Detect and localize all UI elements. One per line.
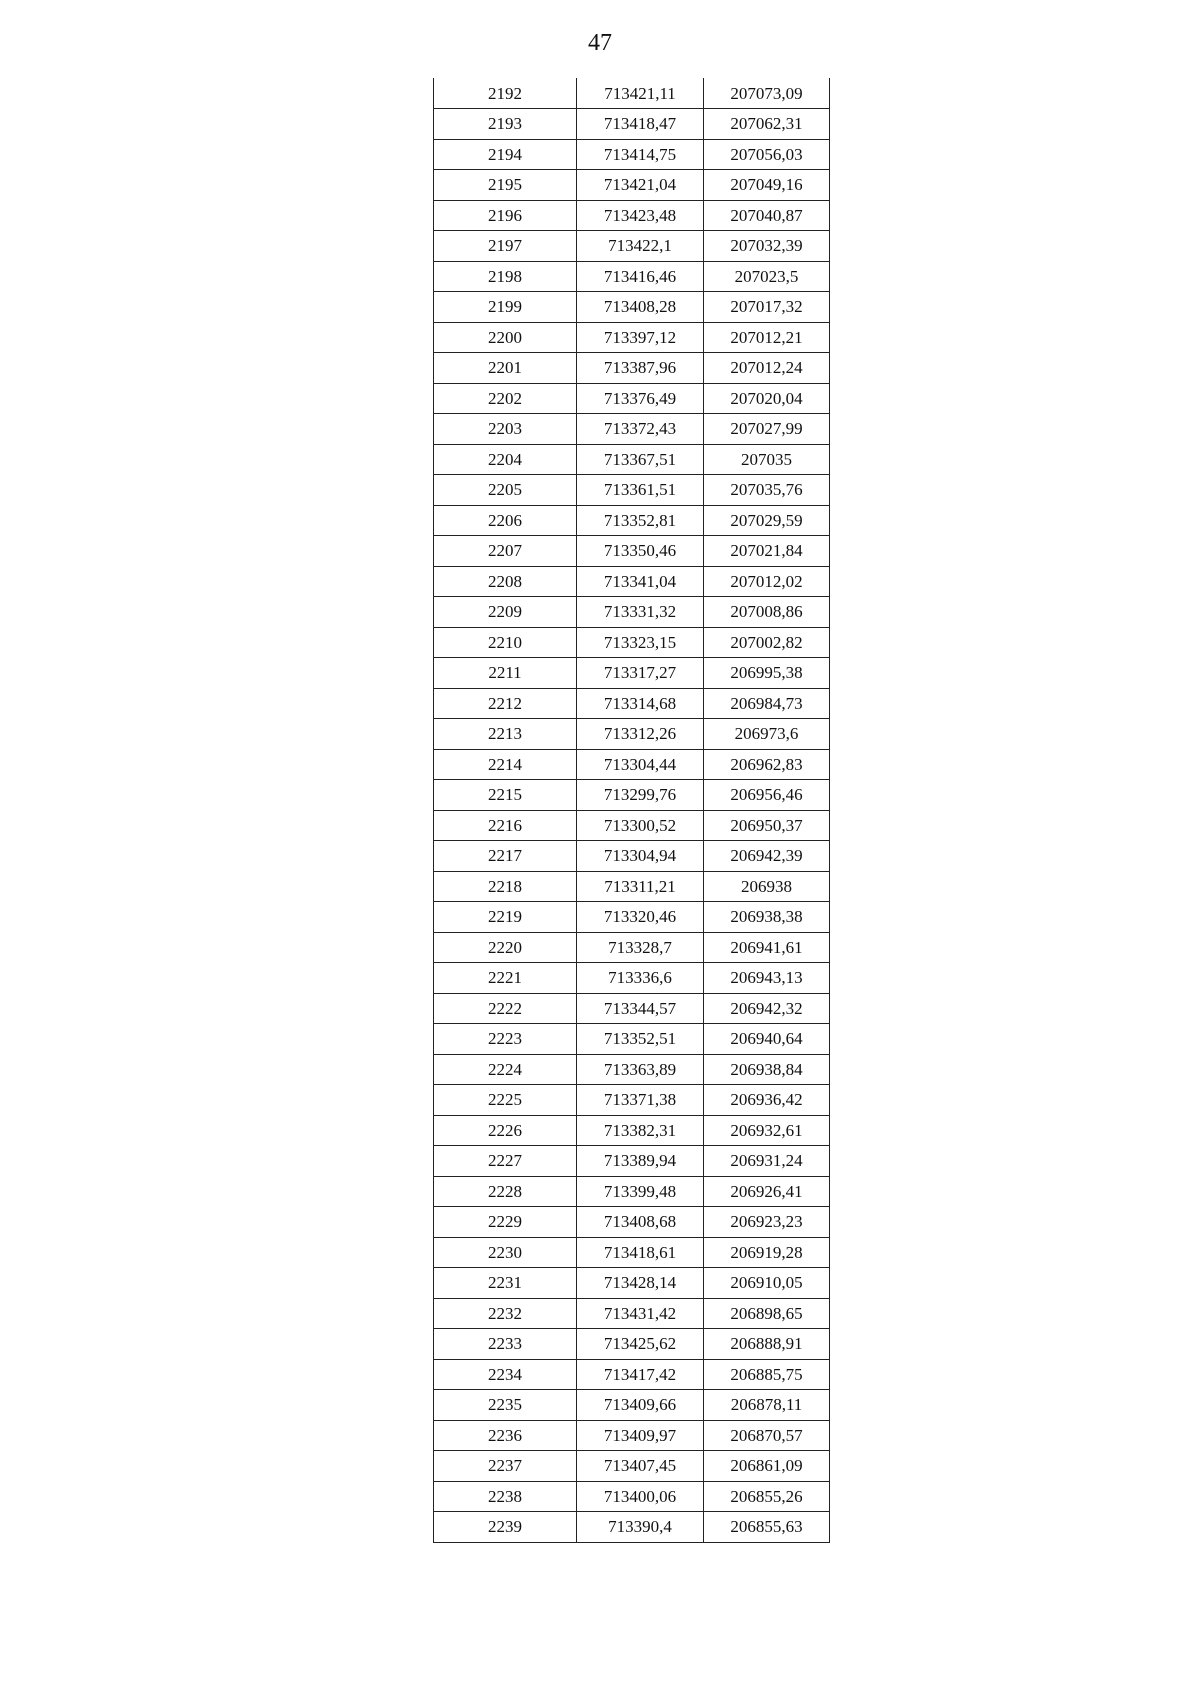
x-coordinate-cell: 713372,43: [577, 414, 704, 445]
table-row: [434, 1146, 830, 1177]
table-row: [434, 597, 830, 628]
point-number-cell: 2192: [434, 78, 577, 109]
y-coordinate-cell: 207002,82: [704, 627, 830, 658]
y-coordinate-cell: 207062,31: [704, 109, 830, 140]
y-coordinate-cell: 206919,28: [704, 1237, 830, 1268]
table-row: [434, 1054, 830, 1085]
y-coordinate-cell: 206950,37: [704, 810, 830, 841]
point-number-cell: 2234: [434, 1359, 577, 1390]
y-coordinate-cell: 207020,04: [704, 383, 830, 414]
y-coordinate-cell: 206973,6: [704, 719, 830, 750]
table-row: [434, 871, 830, 902]
y-coordinate-cell: 206855,26: [704, 1481, 830, 1512]
x-coordinate-cell: 713423,48: [577, 200, 704, 231]
table-row: [434, 566, 830, 597]
y-coordinate-cell: 207012,24: [704, 353, 830, 384]
y-coordinate-cell: 206888,91: [704, 1329, 830, 1360]
y-coordinate-cell: 206938,84: [704, 1054, 830, 1085]
table-row: [434, 1359, 830, 1390]
x-coordinate-cell: 713408,28: [577, 292, 704, 323]
x-coordinate-cell: 713408,68: [577, 1207, 704, 1238]
y-coordinate-cell: 207027,99: [704, 414, 830, 445]
table-row: [434, 1298, 830, 1329]
x-coordinate-cell: 713323,15: [577, 627, 704, 658]
table-row: [434, 1481, 830, 1512]
x-coordinate-cell: 713418,47: [577, 109, 704, 140]
x-coordinate-cell: 713341,04: [577, 566, 704, 597]
table-row: [434, 932, 830, 963]
x-coordinate-cell: 713431,42: [577, 1298, 704, 1329]
y-coordinate-cell: 207012,02: [704, 566, 830, 597]
table-row: [434, 200, 830, 231]
point-number-cell: 2194: [434, 139, 577, 170]
point-number-cell: 2198: [434, 261, 577, 292]
x-coordinate-cell: 713407,45: [577, 1451, 704, 1482]
point-number-cell: 2219: [434, 902, 577, 933]
table-row: [434, 719, 830, 750]
x-coordinate-cell: 713425,62: [577, 1329, 704, 1360]
x-coordinate-cell: 713418,61: [577, 1237, 704, 1268]
table-row: [434, 444, 830, 475]
x-coordinate-cell: 713300,52: [577, 810, 704, 841]
x-coordinate-cell: 713409,97: [577, 1420, 704, 1451]
point-number-cell: 2215: [434, 780, 577, 811]
point-number-cell: 2239: [434, 1512, 577, 1543]
y-coordinate-cell: 207073,09: [704, 78, 830, 109]
y-coordinate-cell: 207021,84: [704, 536, 830, 567]
y-coordinate-cell: 207023,5: [704, 261, 830, 292]
table-row: [434, 749, 830, 780]
y-coordinate-cell: 206926,41: [704, 1176, 830, 1207]
x-coordinate-cell: 713304,44: [577, 749, 704, 780]
x-coordinate-cell: 713344,57: [577, 993, 704, 1024]
y-coordinate-cell: 206910,05: [704, 1268, 830, 1299]
y-coordinate-cell: 206940,64: [704, 1024, 830, 1055]
point-number-cell: 2193: [434, 109, 577, 140]
y-coordinate-cell: 207032,39: [704, 231, 830, 262]
point-number-cell: 2214: [434, 749, 577, 780]
table-row: [434, 475, 830, 506]
x-coordinate-cell: 713382,31: [577, 1115, 704, 1146]
table-row: [434, 505, 830, 536]
table-row: [434, 627, 830, 658]
y-coordinate-cell: 207012,21: [704, 322, 830, 353]
point-number-cell: 2220: [434, 932, 577, 963]
x-coordinate-cell: 713399,48: [577, 1176, 704, 1207]
table-row: [434, 78, 830, 109]
y-coordinate-cell: 206956,46: [704, 780, 830, 811]
table-row: [434, 658, 830, 689]
x-coordinate-cell: 713416,46: [577, 261, 704, 292]
y-coordinate-cell: 206878,11: [704, 1390, 830, 1421]
point-number-cell: 2223: [434, 1024, 577, 1055]
point-number-cell: 2199: [434, 292, 577, 323]
y-coordinate-cell: 206885,75: [704, 1359, 830, 1390]
x-coordinate-cell: 713363,89: [577, 1054, 704, 1085]
point-number-cell: 2206: [434, 505, 577, 536]
point-number-cell: 2237: [434, 1451, 577, 1482]
table-row: [434, 261, 830, 292]
x-coordinate-cell: 713400,06: [577, 1481, 704, 1512]
point-number-cell: 2205: [434, 475, 577, 506]
x-coordinate-cell: 713314,68: [577, 688, 704, 719]
point-number-cell: 2209: [434, 597, 577, 628]
table-row: [434, 963, 830, 994]
table-row: [434, 231, 830, 262]
point-number-cell: 2218: [434, 871, 577, 902]
x-coordinate-cell: 713352,81: [577, 505, 704, 536]
x-coordinate-cell: 713421,04: [577, 170, 704, 201]
table-row: [434, 383, 830, 414]
point-number-cell: 2230: [434, 1237, 577, 1268]
x-coordinate-cell: 713409,66: [577, 1390, 704, 1421]
x-coordinate-cell: 713390,4: [577, 1512, 704, 1543]
y-coordinate-cell: 207017,32: [704, 292, 830, 323]
y-coordinate-cell: 206898,65: [704, 1298, 830, 1329]
table-row: [434, 1024, 830, 1055]
y-coordinate-cell: 206938: [704, 871, 830, 902]
point-number-cell: 2225: [434, 1085, 577, 1116]
table-row: [434, 1085, 830, 1116]
point-number-cell: 2203: [434, 414, 577, 445]
y-coordinate-cell: 206942,32: [704, 993, 830, 1024]
point-number-cell: 2196: [434, 200, 577, 231]
table-row: [434, 536, 830, 567]
point-number-cell: 2235: [434, 1390, 577, 1421]
x-coordinate-cell: 713397,12: [577, 322, 704, 353]
table-row: [434, 993, 830, 1024]
x-coordinate-cell: 713299,76: [577, 780, 704, 811]
y-coordinate-cell: 206870,57: [704, 1420, 830, 1451]
x-coordinate-cell: 713320,46: [577, 902, 704, 933]
y-coordinate-cell: 206936,42: [704, 1085, 830, 1116]
x-coordinate-cell: 713304,94: [577, 841, 704, 872]
point-number-cell: 2221: [434, 963, 577, 994]
y-coordinate-cell: 206995,38: [704, 658, 830, 689]
point-number-cell: 2195: [434, 170, 577, 201]
point-number-cell: 2227: [434, 1146, 577, 1177]
y-coordinate-cell: 206938,38: [704, 902, 830, 933]
x-coordinate-cell: 713317,27: [577, 658, 704, 689]
point-number-cell: 2236: [434, 1420, 577, 1451]
point-number-cell: 2204: [434, 444, 577, 475]
x-coordinate-cell: 713371,38: [577, 1085, 704, 1116]
point-number-cell: 2216: [434, 810, 577, 841]
coordinates-table: [433, 78, 830, 1543]
point-number-cell: 2217: [434, 841, 577, 872]
x-coordinate-cell: 713428,14: [577, 1268, 704, 1299]
table-row: [434, 902, 830, 933]
x-coordinate-cell: 713312,26: [577, 719, 704, 750]
page-number: 47: [588, 30, 612, 56]
y-coordinate-cell: 206962,83: [704, 749, 830, 780]
point-number-cell: 2201: [434, 353, 577, 384]
x-coordinate-cell: 713352,51: [577, 1024, 704, 1055]
table-row: [434, 109, 830, 140]
y-coordinate-cell: 206941,61: [704, 932, 830, 963]
x-coordinate-cell: 713367,51: [577, 444, 704, 475]
table-row: [434, 1329, 830, 1360]
point-number-cell: 2208: [434, 566, 577, 597]
point-number-cell: 2231: [434, 1268, 577, 1299]
table-row: [434, 1115, 830, 1146]
x-coordinate-cell: 713376,49: [577, 383, 704, 414]
point-number-cell: 2207: [434, 536, 577, 567]
point-number-cell: 2226: [434, 1115, 577, 1146]
y-coordinate-cell: 206984,73: [704, 688, 830, 719]
x-coordinate-cell: 713336,6: [577, 963, 704, 994]
point-number-cell: 2210: [434, 627, 577, 658]
x-coordinate-cell: 713311,21: [577, 871, 704, 902]
x-coordinate-cell: 713422,1: [577, 231, 704, 262]
point-number-cell: 2213: [434, 719, 577, 750]
x-coordinate-cell: 713361,51: [577, 475, 704, 506]
y-coordinate-cell: 206855,63: [704, 1512, 830, 1543]
table-row: [434, 322, 830, 353]
table-row: [434, 688, 830, 719]
point-number-cell: 2200: [434, 322, 577, 353]
y-coordinate-cell: 207049,16: [704, 170, 830, 201]
point-number-cell: 2228: [434, 1176, 577, 1207]
point-number-cell: 2238: [434, 1481, 577, 1512]
table-row: [434, 292, 830, 323]
y-coordinate-cell: 206942,39: [704, 841, 830, 872]
y-coordinate-cell: 207008,86: [704, 597, 830, 628]
table-row: [434, 1237, 830, 1268]
x-coordinate-cell: 713389,94: [577, 1146, 704, 1177]
table-row: [434, 353, 830, 384]
point-number-cell: 2211: [434, 658, 577, 689]
y-coordinate-cell: 206923,23: [704, 1207, 830, 1238]
table-row: [434, 810, 830, 841]
table-row: [434, 139, 830, 170]
point-number-cell: 2212: [434, 688, 577, 719]
y-coordinate-cell: 206861,09: [704, 1451, 830, 1482]
y-coordinate-cell: 207035: [704, 444, 830, 475]
y-coordinate-cell: 206931,24: [704, 1146, 830, 1177]
table-row: [434, 1512, 830, 1543]
point-number-cell: 2202: [434, 383, 577, 414]
y-coordinate-cell: 207056,03: [704, 139, 830, 170]
table-row: [434, 1420, 830, 1451]
point-number-cell: 2224: [434, 1054, 577, 1085]
x-coordinate-cell: 713387,96: [577, 353, 704, 384]
x-coordinate-cell: 713350,46: [577, 536, 704, 567]
x-coordinate-cell: 713417,42: [577, 1359, 704, 1390]
table-row: [434, 414, 830, 445]
table-row: [434, 1176, 830, 1207]
table-row: [434, 1451, 830, 1482]
x-coordinate-cell: 713331,32: [577, 597, 704, 628]
point-number-cell: 2233: [434, 1329, 577, 1360]
y-coordinate-cell: 207035,76: [704, 475, 830, 506]
point-number-cell: 2232: [434, 1298, 577, 1329]
coordinates-table-body: [434, 78, 830, 1542]
y-coordinate-cell: 206943,13: [704, 963, 830, 994]
table-row: [434, 1268, 830, 1299]
x-coordinate-cell: 713421,11: [577, 78, 704, 109]
point-number-cell: 2197: [434, 231, 577, 262]
point-number-cell: 2229: [434, 1207, 577, 1238]
y-coordinate-cell: 207040,87: [704, 200, 830, 231]
y-coordinate-cell: 206932,61: [704, 1115, 830, 1146]
table-row: [434, 841, 830, 872]
x-coordinate-cell: 713414,75: [577, 139, 704, 170]
table-row: [434, 1390, 830, 1421]
x-coordinate-cell: 713328,7: [577, 932, 704, 963]
table-row: [434, 170, 830, 201]
point-number-cell: 2222: [434, 993, 577, 1024]
table-row: [434, 780, 830, 811]
table-row: [434, 1207, 830, 1238]
y-coordinate-cell: 207029,59: [704, 505, 830, 536]
